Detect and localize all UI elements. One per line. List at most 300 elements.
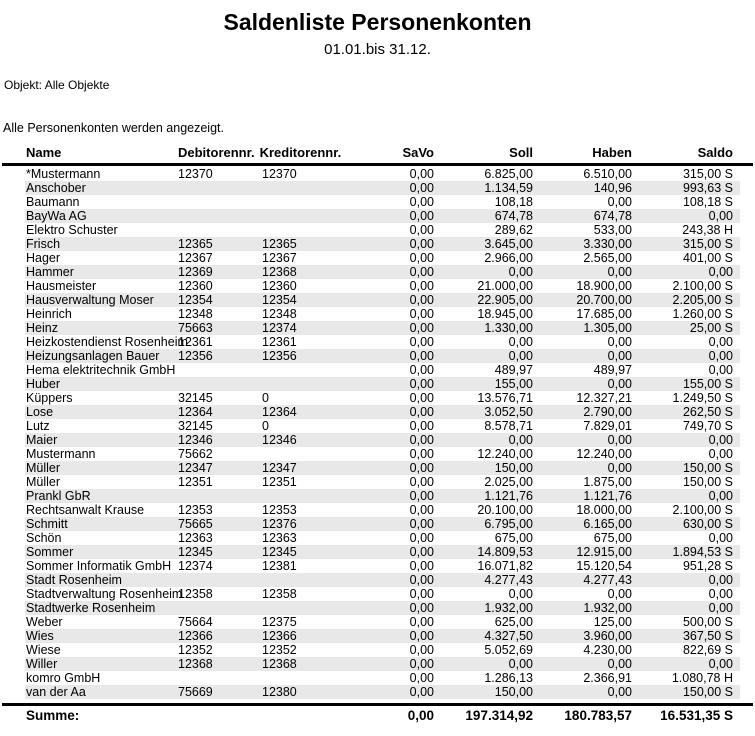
cell-savo: 0,00 bbox=[409, 685, 434, 699]
cell-name: Huber bbox=[26, 377, 61, 391]
cell-debitorennr: 12368 bbox=[178, 657, 213, 671]
cell-debitorennr: 75664 bbox=[178, 615, 213, 629]
cell-debitorennr bbox=[178, 223, 262, 237]
cell-soll: 674,78 bbox=[494, 209, 533, 223]
cell-kreditorennr bbox=[262, 223, 346, 237]
column-header-soll: Soll bbox=[509, 145, 533, 160]
table-row bbox=[25, 447, 740, 461]
cell-saldo: 262,50 S bbox=[682, 405, 733, 419]
cell-savo: 0,00 bbox=[409, 307, 434, 321]
table-row bbox=[25, 559, 740, 573]
cell-saldo: 749,70 S bbox=[682, 419, 733, 433]
cell-name: Hema elektritechnik GmbH bbox=[26, 363, 176, 377]
cell-savo: 0,00 bbox=[409, 363, 434, 377]
cell-haben: 12.327,21 bbox=[576, 391, 632, 405]
cell-kreditorennr: 12376 bbox=[262, 517, 297, 531]
table-row bbox=[25, 307, 740, 321]
cell-savo: 0,00 bbox=[409, 461, 434, 475]
cell-soll: 2.966,00 bbox=[484, 251, 533, 265]
cell-saldo: 155,00 S bbox=[682, 377, 733, 391]
cell-soll: 6.795,00 bbox=[484, 517, 533, 531]
page-title: Saldenliste Personenkonten bbox=[223, 9, 532, 35]
cell-savo: 0,00 bbox=[409, 405, 434, 419]
table-row bbox=[25, 657, 740, 671]
cell-debitorennr: 75663 bbox=[178, 321, 213, 335]
cell-soll: 1.932,00 bbox=[484, 601, 533, 615]
table-row bbox=[25, 335, 740, 349]
table-row bbox=[25, 531, 740, 545]
cell-kreditorennr: 12370 bbox=[262, 167, 297, 181]
cell-soll: 5.052,69 bbox=[484, 643, 533, 657]
table-row bbox=[25, 573, 740, 587]
cell-saldo: 993,63 S bbox=[682, 181, 733, 195]
cell-haben: 2.790,00 bbox=[583, 405, 632, 419]
cell-savo: 0,00 bbox=[409, 321, 434, 335]
cell-haben: 18.900,00 bbox=[576, 279, 632, 293]
cell-haben: 125,00 bbox=[593, 615, 632, 629]
cell-soll: 16.071,82 bbox=[477, 559, 533, 573]
cell-soll: 12.240,00 bbox=[477, 447, 533, 461]
cell-savo: 0,00 bbox=[409, 503, 434, 517]
table-row bbox=[25, 671, 740, 685]
cell-name: Willer bbox=[26, 657, 58, 671]
cell-name: Küppers bbox=[26, 391, 73, 405]
cell-kreditorennr: 12346 bbox=[262, 433, 297, 447]
cell-haben: 674,78 bbox=[593, 209, 632, 223]
cell-saldo: 243,38 H bbox=[682, 223, 733, 237]
table-row bbox=[25, 223, 740, 237]
cell-savo: 0,00 bbox=[409, 601, 434, 615]
cell-debitorennr bbox=[178, 489, 262, 503]
cell-kreditorennr: 12356 bbox=[262, 349, 297, 363]
cell-haben: 675,00 bbox=[593, 531, 632, 545]
cell-saldo: 0,00 bbox=[708, 657, 733, 671]
cell-saldo: 2.100,00 S bbox=[672, 279, 733, 293]
cell-soll: 21.000,00 bbox=[477, 279, 533, 293]
cell-kreditorennr: 0 bbox=[262, 391, 269, 405]
cell-savo: 0,00 bbox=[409, 181, 434, 195]
table-row bbox=[25, 587, 740, 601]
cell-kreditorennr: 12366 bbox=[262, 629, 297, 643]
cell-name: Heizungsanlagen Bauer bbox=[26, 349, 160, 363]
cell-haben: 2.565,00 bbox=[583, 251, 632, 265]
cell-kreditorennr: 12375 bbox=[262, 615, 297, 629]
cell-debitorennr: 12369 bbox=[178, 265, 213, 279]
table-row bbox=[25, 349, 740, 363]
cell-kreditorennr: 12380 bbox=[262, 685, 297, 699]
cell-name: Wiese bbox=[26, 643, 61, 657]
cell-name: Baumann bbox=[26, 195, 80, 209]
cell-kreditorennr: 12348 bbox=[262, 307, 297, 321]
cell-haben: 1.932,00 bbox=[583, 601, 632, 615]
cell-debitorennr: 12374 bbox=[178, 559, 213, 573]
table-row bbox=[25, 391, 740, 405]
cell-name: Heizkostendienst Rosenheim bbox=[26, 335, 188, 349]
cell-saldo: 1.894,53 S bbox=[672, 545, 733, 559]
column-header-debitorennr: Debitorennr. bbox=[178, 145, 255, 160]
cell-debitorennr: 12361 bbox=[178, 335, 213, 349]
cell-kreditorennr bbox=[262, 573, 346, 587]
cell-haben: 4.230,00 bbox=[583, 643, 632, 657]
cell-soll: 18.945,00 bbox=[477, 307, 533, 321]
summary-row bbox=[25, 708, 740, 724]
cell-name: van der Aa bbox=[26, 685, 86, 699]
cell-haben: 15.120,54 bbox=[576, 559, 632, 573]
cell-kreditorennr bbox=[262, 363, 346, 377]
table-row bbox=[25, 405, 740, 419]
cell-name: Mustermann bbox=[26, 447, 96, 461]
table-row bbox=[25, 629, 740, 643]
cell-savo: 0,00 bbox=[409, 489, 434, 503]
table-row bbox=[25, 293, 740, 307]
cell-saldo: 1.249,50 S bbox=[672, 391, 733, 405]
cell-savo: 0,00 bbox=[409, 349, 434, 363]
cell-name: Stadtwerke Rosenheim bbox=[26, 601, 156, 615]
summary-label: Summe: bbox=[26, 708, 80, 723]
cell-soll: 1.134,59 bbox=[484, 181, 533, 195]
cell-soll: 20.100,00 bbox=[477, 503, 533, 517]
cell-savo: 0,00 bbox=[409, 531, 434, 545]
cell-saldo: 150,00 S bbox=[682, 461, 733, 475]
cell-name: Heinrich bbox=[26, 307, 72, 321]
cell-haben: 0,00 bbox=[607, 377, 632, 391]
table-row bbox=[25, 237, 740, 251]
cell-saldo: 822,69 S bbox=[682, 643, 733, 657]
cell-haben: 3.960,00 bbox=[583, 629, 632, 643]
cell-soll: 4.277,43 bbox=[484, 573, 533, 587]
cell-haben: 6.510,00 bbox=[583, 167, 632, 181]
cell-savo: 0,00 bbox=[409, 279, 434, 293]
cell-kreditorennr: 12360 bbox=[262, 279, 297, 293]
cell-savo: 0,00 bbox=[409, 629, 434, 643]
cell-debitorennr: 32145 bbox=[178, 391, 213, 405]
cell-haben: 0,00 bbox=[607, 265, 632, 279]
cell-saldo: 25,00 S bbox=[689, 321, 733, 335]
table-row bbox=[25, 279, 740, 293]
cell-savo: 0,00 bbox=[409, 587, 434, 601]
cell-soll: 489,97 bbox=[494, 363, 533, 377]
cell-soll: 150,00 bbox=[494, 461, 533, 475]
cell-kreditorennr: 12345 bbox=[262, 545, 297, 559]
cell-kreditorennr: 12374 bbox=[262, 321, 297, 335]
header-divider bbox=[2, 163, 753, 166]
cell-haben: 4.277,43 bbox=[583, 573, 632, 587]
table-row bbox=[25, 167, 740, 181]
cell-kreditorennr: 12353 bbox=[262, 503, 297, 517]
cell-savo: 0,00 bbox=[409, 237, 434, 251]
cell-saldo: 0,00 bbox=[708, 601, 733, 615]
cell-soll: 0,00 bbox=[508, 657, 533, 671]
cell-savo: 0,00 bbox=[409, 475, 434, 489]
cell-soll: 22.905,00 bbox=[477, 293, 533, 307]
cell-debitorennr: 12360 bbox=[178, 279, 213, 293]
cell-kreditorennr bbox=[262, 195, 346, 209]
cell-saldo: 0,00 bbox=[708, 447, 733, 461]
cell-kreditorennr bbox=[262, 181, 346, 195]
cell-debitorennr: 32145 bbox=[178, 419, 213, 433]
cell-soll: 1.330,00 bbox=[484, 321, 533, 335]
cell-name: Hammer bbox=[26, 265, 74, 279]
cell-debitorennr bbox=[178, 363, 262, 377]
cell-savo: 0,00 bbox=[409, 377, 434, 391]
table-row bbox=[25, 433, 740, 447]
cell-name: Elektro Schuster bbox=[26, 223, 118, 237]
cell-haben: 7.829,01 bbox=[583, 419, 632, 433]
cell-savo: 0,00 bbox=[409, 657, 434, 671]
cell-haben: 0,00 bbox=[607, 349, 632, 363]
cell-name: *Mustermann bbox=[26, 167, 101, 181]
cell-soll: 675,00 bbox=[494, 531, 533, 545]
cell-name: Wies bbox=[26, 629, 54, 643]
cell-savo: 0,00 bbox=[409, 391, 434, 405]
cell-haben: 3.330,00 bbox=[583, 237, 632, 251]
cell-debitorennr: 12345 bbox=[178, 545, 213, 559]
cell-haben: 0,00 bbox=[607, 195, 632, 209]
cell-saldo: 0,00 bbox=[708, 573, 733, 587]
cell-saldo: 0,00 bbox=[708, 363, 733, 377]
cell-soll: 625,00 bbox=[494, 615, 533, 629]
cell-debitorennr: 12352 bbox=[178, 643, 213, 657]
table-row bbox=[25, 601, 740, 615]
cell-debitorennr bbox=[178, 377, 262, 391]
cell-name: Anschober bbox=[26, 181, 86, 195]
cell-kreditorennr: 0 bbox=[262, 419, 269, 433]
column-header-name: Name bbox=[26, 145, 62, 160]
cell-name: Hausmeister bbox=[26, 279, 97, 293]
summary-savo: 0,00 bbox=[407, 708, 434, 723]
cell-soll: 1.286,13 bbox=[484, 671, 533, 685]
cell-savo: 0,00 bbox=[409, 223, 434, 237]
cell-soll: 155,00 bbox=[494, 377, 533, 391]
cell-saldo: 401,00 S bbox=[682, 251, 733, 265]
cell-haben: 6.165,00 bbox=[583, 517, 632, 531]
cell-name: Stadt Rosenheim bbox=[26, 573, 122, 587]
cell-kreditorennr: 12381 bbox=[262, 559, 297, 573]
object-line: Objekt: Alle Objekte bbox=[4, 78, 110, 92]
cell-kreditorennr: 12352 bbox=[262, 643, 297, 657]
cell-saldo: 0,00 bbox=[708, 433, 733, 447]
cell-savo: 0,00 bbox=[409, 433, 434, 447]
cell-savo: 0,00 bbox=[409, 335, 434, 349]
cell-saldo: 1.080,78 H bbox=[671, 671, 733, 685]
cell-saldo: 0,00 bbox=[708, 587, 733, 601]
cell-name: Lutz bbox=[26, 419, 50, 433]
cell-soll: 8.578,71 bbox=[484, 419, 533, 433]
cell-kreditorennr: 12368 bbox=[262, 657, 297, 671]
cell-soll: 3.645,00 bbox=[484, 237, 533, 251]
cell-name: Schön bbox=[26, 531, 62, 545]
cell-debitorennr bbox=[178, 601, 262, 615]
cell-savo: 0,00 bbox=[409, 293, 434, 307]
cell-debitorennr: 12346 bbox=[178, 433, 213, 447]
cell-soll: 0,00 bbox=[508, 433, 533, 447]
cell-saldo: 0,00 bbox=[708, 265, 733, 279]
cell-name: Weber bbox=[26, 615, 63, 629]
cell-haben: 0,00 bbox=[607, 657, 632, 671]
cell-saldo: 315,00 S bbox=[682, 237, 733, 251]
cell-soll: 108,18 bbox=[494, 195, 533, 209]
cell-saldo: 2.205,00 S bbox=[672, 293, 733, 307]
cell-haben: 1.305,00 bbox=[583, 321, 632, 335]
cell-debitorennr bbox=[178, 181, 262, 195]
table-row bbox=[25, 489, 740, 503]
cell-saldo: 500,00 S bbox=[682, 615, 733, 629]
cell-haben: 18.000,00 bbox=[576, 503, 632, 517]
table-row bbox=[25, 419, 740, 433]
cell-savo: 0,00 bbox=[409, 447, 434, 461]
cell-name: Maier bbox=[26, 433, 58, 447]
summary-haben: 180.783,57 bbox=[564, 708, 632, 723]
cell-name: komro GmbH bbox=[26, 671, 101, 685]
cell-haben: 0,00 bbox=[607, 335, 632, 349]
cell-debitorennr: 75662 bbox=[178, 447, 213, 461]
cell-soll: 14.809,53 bbox=[477, 545, 533, 559]
cell-debitorennr: 12354 bbox=[178, 293, 213, 307]
cell-savo: 0,00 bbox=[409, 265, 434, 279]
cell-debitorennr: 12364 bbox=[178, 405, 213, 419]
cell-kreditorennr: 12361 bbox=[262, 335, 297, 349]
cell-haben: 489,97 bbox=[593, 363, 632, 377]
cell-saldo: 0,00 bbox=[708, 349, 733, 363]
table-row bbox=[25, 181, 740, 195]
cell-soll: 150,00 bbox=[494, 685, 533, 699]
column-header-kreditorennr: Kreditorennr. bbox=[259, 145, 342, 160]
cell-saldo: 0,00 bbox=[708, 531, 733, 545]
cell-debitorennr: 12370 bbox=[178, 167, 213, 181]
cell-saldo: 0,00 bbox=[708, 209, 733, 223]
cell-debitorennr: 12358 bbox=[178, 587, 213, 601]
column-header-debkred bbox=[178, 144, 346, 162]
column-header-saldo: Saldo bbox=[697, 145, 733, 160]
cell-kreditorennr bbox=[262, 601, 346, 615]
cell-debitorennr: 12351 bbox=[178, 475, 213, 489]
cell-saldo: 951,28 S bbox=[682, 559, 733, 573]
cell-haben: 140,96 bbox=[593, 181, 632, 195]
cell-name: Müller bbox=[26, 461, 61, 475]
cell-name: Schmitt bbox=[26, 517, 68, 531]
cell-soll: 6.825,00 bbox=[484, 167, 533, 181]
cell-name: Sommer Informatik GmbH bbox=[26, 559, 172, 573]
cell-name: Sommer bbox=[26, 545, 74, 559]
cell-haben: 0,00 bbox=[607, 587, 632, 601]
cell-kreditorennr bbox=[262, 447, 346, 461]
cell-saldo: 0,00 bbox=[708, 489, 733, 503]
cell-name: Heinz bbox=[26, 321, 58, 335]
cell-debitorennr: 12348 bbox=[178, 307, 213, 321]
cell-savo: 0,00 bbox=[409, 195, 434, 209]
cell-haben: 1.875,00 bbox=[583, 475, 632, 489]
cell-haben: 20.700,00 bbox=[576, 293, 632, 307]
cell-debitorennr bbox=[178, 671, 262, 685]
cell-name: Lose bbox=[26, 405, 54, 419]
cell-debitorennr bbox=[178, 573, 262, 587]
cell-name: Hausverwaltung Moser bbox=[26, 293, 154, 307]
table-row bbox=[25, 251, 740, 265]
cell-debitorennr: 12363 bbox=[178, 531, 213, 545]
table-body bbox=[25, 167, 740, 699]
table-row bbox=[25, 517, 740, 531]
cell-kreditorennr bbox=[262, 209, 346, 223]
cell-kreditorennr: 12367 bbox=[262, 251, 297, 265]
cell-kreditorennr bbox=[262, 489, 346, 503]
cell-debitorennr: 12353 bbox=[178, 503, 213, 517]
cell-kreditorennr: 12365 bbox=[262, 237, 297, 251]
table-row bbox=[25, 195, 740, 209]
cell-soll: 2.025,00 bbox=[484, 475, 533, 489]
cell-saldo: 0,00 bbox=[708, 335, 733, 349]
cell-savo: 0,00 bbox=[409, 559, 434, 573]
table-row bbox=[25, 209, 740, 223]
cell-kreditorennr: 12358 bbox=[262, 587, 297, 601]
cell-saldo: 2.100,00 S bbox=[672, 503, 733, 517]
table-row bbox=[25, 615, 740, 629]
cell-haben: 0,00 bbox=[607, 685, 632, 699]
cell-saldo: 150,00 S bbox=[682, 685, 733, 699]
summary-soll: 197.314,92 bbox=[465, 708, 533, 723]
column-header-haben: Haben bbox=[592, 145, 632, 160]
cell-savo: 0,00 bbox=[409, 615, 434, 629]
summary-saldo: 16.531,35 S bbox=[660, 708, 733, 723]
cell-savo: 0,00 bbox=[409, 643, 434, 657]
table-row bbox=[25, 321, 740, 335]
table-row bbox=[25, 545, 740, 559]
table-row bbox=[25, 265, 740, 279]
table-row bbox=[25, 377, 740, 391]
cell-savo: 0,00 bbox=[409, 545, 434, 559]
cell-savo: 0,00 bbox=[409, 671, 434, 685]
cell-haben: 0,00 bbox=[607, 461, 632, 475]
cell-savo: 0,00 bbox=[409, 517, 434, 531]
cell-haben: 12.240,00 bbox=[576, 447, 632, 461]
cell-haben: 12.915,00 bbox=[576, 545, 632, 559]
cell-debitorennr: 12347 bbox=[178, 461, 213, 475]
cell-savo: 0,00 bbox=[409, 209, 434, 223]
cell-debitorennr: 12356 bbox=[178, 349, 213, 363]
cell-debitorennr: 75669 bbox=[178, 685, 213, 699]
filter-line: Alle Personenkonten werden angezeigt. bbox=[3, 121, 224, 135]
cell-name: Prankl GbR bbox=[26, 489, 91, 503]
cell-name: Rechtsanwalt Krause bbox=[26, 503, 145, 517]
cell-haben: 0,00 bbox=[607, 433, 632, 447]
summary-divider bbox=[2, 703, 753, 706]
cell-name: Stadtverwaltung Rosenheim bbox=[26, 587, 183, 601]
cell-kreditorennr: 12351 bbox=[262, 475, 297, 489]
cell-soll: 0,00 bbox=[508, 265, 533, 279]
cell-kreditorennr bbox=[262, 671, 346, 685]
cell-kreditorennr: 12368 bbox=[262, 265, 297, 279]
table-row bbox=[25, 461, 740, 475]
cell-savo: 0,00 bbox=[409, 419, 434, 433]
cell-savo: 0,00 bbox=[409, 251, 434, 265]
table-header-row bbox=[25, 143, 740, 162]
cell-soll: 0,00 bbox=[508, 587, 533, 601]
cell-soll: 1.121,76 bbox=[484, 489, 533, 503]
cell-debitorennr: 12367 bbox=[178, 251, 213, 265]
cell-debitorennr: 12366 bbox=[178, 629, 213, 643]
cell-soll: 4.327,50 bbox=[484, 629, 533, 643]
cell-haben: 17.685,00 bbox=[576, 307, 632, 321]
table-row bbox=[25, 503, 740, 517]
cell-name: Hager bbox=[26, 251, 61, 265]
cell-name: Frisch bbox=[26, 237, 61, 251]
cell-saldo: 108,18 S bbox=[682, 195, 733, 209]
table-row bbox=[25, 685, 740, 699]
table-row bbox=[25, 363, 740, 377]
cell-kreditorennr bbox=[262, 377, 346, 391]
cell-saldo: 1.260,00 S bbox=[672, 307, 733, 321]
cell-saldo: 630,00 S bbox=[682, 517, 733, 531]
cell-name: BayWa AG bbox=[26, 209, 87, 223]
